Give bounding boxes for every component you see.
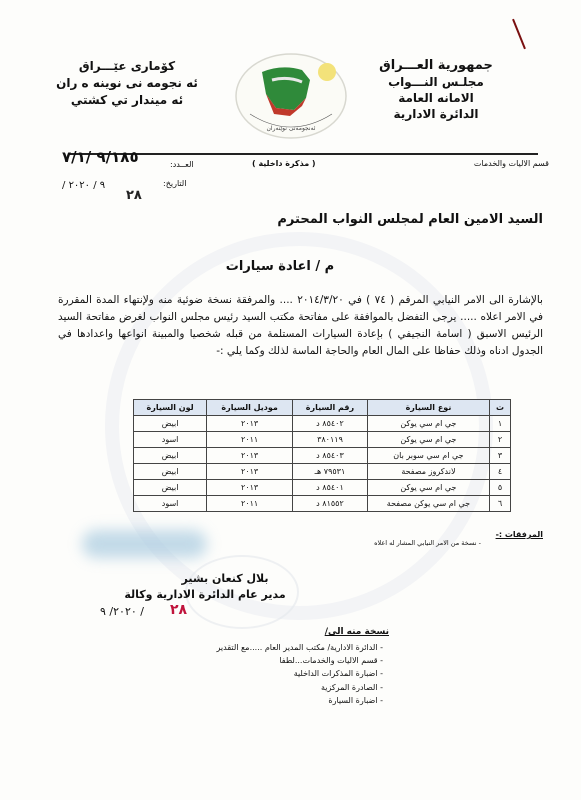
copy-recipient: - الصادرة المركزية (320, 682, 383, 692)
table-cell: ٢ (490, 432, 511, 448)
table-cell: ٨٥٤٠١ د (293, 480, 368, 496)
table-cell: ٥ (490, 480, 511, 496)
signature-ink (82, 530, 207, 558)
table-cell: ١ (490, 416, 511, 432)
department-label: قسم الاليات والخدمات (473, 159, 549, 168)
table-cell: ٣ (490, 448, 511, 464)
table-row (134, 432, 511, 448)
arabic-letterhead-line: الدائرة الادارية (393, 107, 479, 121)
copy-recipient: - قسم الاليات والخدمات...لطفا (279, 656, 383, 666)
subject-line: م / اعادة سيارات (225, 259, 335, 274)
column-header: لون السيارة (134, 400, 207, 416)
copies-heading: نسخة منه الى/ (324, 627, 389, 637)
table-cell: ٢٠١٣ (207, 480, 293, 496)
table-cell: جي ام سي سوبر بان (367, 448, 489, 464)
table-cell: ٢٠١١ (207, 496, 293, 512)
attachments-label: المرفقات :- (495, 530, 543, 539)
table-cell: جي ام سي يوكن (367, 432, 489, 448)
addressee: السيد الامين العام لمجلس النواب المحترم (277, 212, 543, 227)
table-cell: اسود (134, 432, 207, 448)
table-cell: ٢٠١١ (207, 432, 293, 448)
arabic-letterhead-line: مجلـس النـــواب (388, 75, 484, 89)
date-value: / ٩ / ٢٠٢٠ (62, 180, 106, 191)
arabic-letterhead (361, 58, 511, 122)
arabic-letterhead-line: جمهورية العـــراق (379, 58, 493, 73)
signature-handwritten-day: ٢٨ (170, 602, 188, 618)
table-row (134, 416, 511, 432)
cars-table (133, 399, 511, 512)
table-cell: ٢٠١٣ (207, 464, 293, 480)
column-header: نوع السيارة (367, 400, 489, 416)
letter-body: بالإشارة الى الامر النيابي المرقم ( ٧٤ ) في ٢٠١٤/٣/٢٠ .... والمرفقة نسخة ضوئية منه ولإنتهاء المدة المقررة في الامر اعلاه ..... يرجى التفضل بالموافقة على مفاتحة مكتب السيد رئيس مجلس النواب لغرض مفاتحة السيد الرئيس الاسبق ( اسامة النجيفي ) بإعادة السيارات المستلمة من قبله شخصيا والمبينة انواعها واعدادها في الجدول ادناه وذلك حفاظا على المال العام والحاجة الماسة لذلك وكما يلي :- (58, 294, 543, 357)
table-cell: جي ام سي يوكن (367, 416, 489, 432)
table-cell: ٨٥٤٠٣ د (293, 448, 368, 464)
table-cell: جي ام سي يوكن مصفحة (367, 496, 489, 512)
handwritten-day: ٢٨ (126, 188, 142, 203)
parliament-logo (232, 50, 350, 142)
column-header: ت (490, 400, 511, 416)
table-row (134, 480, 511, 496)
table-cell: ٨٥٤٠٢ د (293, 416, 368, 432)
table-cell: ابيض (134, 416, 207, 432)
attachment-item: - نسخة من الامر النيابي المشار له اعلاه (374, 539, 481, 547)
table-cell: ٢٠١٣ (207, 448, 293, 464)
kurdish-letterhead-line: ئه ميندار تي كشتي (70, 93, 184, 107)
table-cell: لاندكروز مصفحة (367, 464, 489, 480)
copy-recipient: - اضبارة المذكرات الداخلية (293, 669, 383, 679)
table-cell: ٤ (490, 464, 511, 480)
memo-type: ( مذكرة داخلية ) (252, 159, 316, 168)
signatory-name: بلال كنعان بشير (181, 572, 269, 585)
column-header: موديل السيارة (207, 400, 293, 416)
kurdish-letterhead-line: ئه نجومه نی نوینه ه ران (56, 76, 198, 90)
copy-recipient: - اضبارة السيارة (328, 695, 383, 705)
copies-list (217, 641, 383, 707)
column-header: رقم السيارة (293, 400, 368, 416)
copy-recipient: - الدائرة الادارية/ مكتب المدير العام .....مع التقدير (216, 643, 383, 652)
logo-caption: ئەنجومەنی نوێنەران (266, 125, 316, 132)
table-cell: ٧٩٥٣١ هـ (293, 464, 368, 480)
table-cell: اسود (134, 496, 207, 512)
reference-number: ٩/١٨٥ /٧/١ (62, 148, 139, 166)
number-label: العــدد: (170, 160, 194, 169)
table-cell: ٣٨٠١١٩ (293, 432, 368, 448)
table-cell: ابيض (134, 448, 207, 464)
table-cell: جي ام سي يوكن (367, 480, 489, 496)
pen-mark (512, 19, 526, 49)
table-cell: ٢٠١٣ (207, 416, 293, 432)
table-row (134, 464, 511, 480)
arabic-letterhead-line: الامانه العامة (398, 91, 474, 105)
kurdish-letterhead-line: كۆماری عێـــراق (78, 59, 176, 73)
date-label: التاريخ: (163, 179, 187, 188)
table-cell: ابيض (134, 480, 207, 496)
table-header-row (134, 400, 511, 416)
signatory-title: مدير عام الدائرة الادارية وكالة (124, 588, 286, 601)
kurdish-letterhead (42, 58, 212, 109)
table-cell: ٦ (490, 496, 511, 512)
table-row (134, 448, 511, 464)
table-cell: ابيض (134, 464, 207, 480)
table-cell: ٨١٥٥٢ د (293, 496, 368, 512)
table-row (134, 496, 511, 512)
signature-date: ٢٠٢٠/ ٩ / (100, 605, 144, 618)
